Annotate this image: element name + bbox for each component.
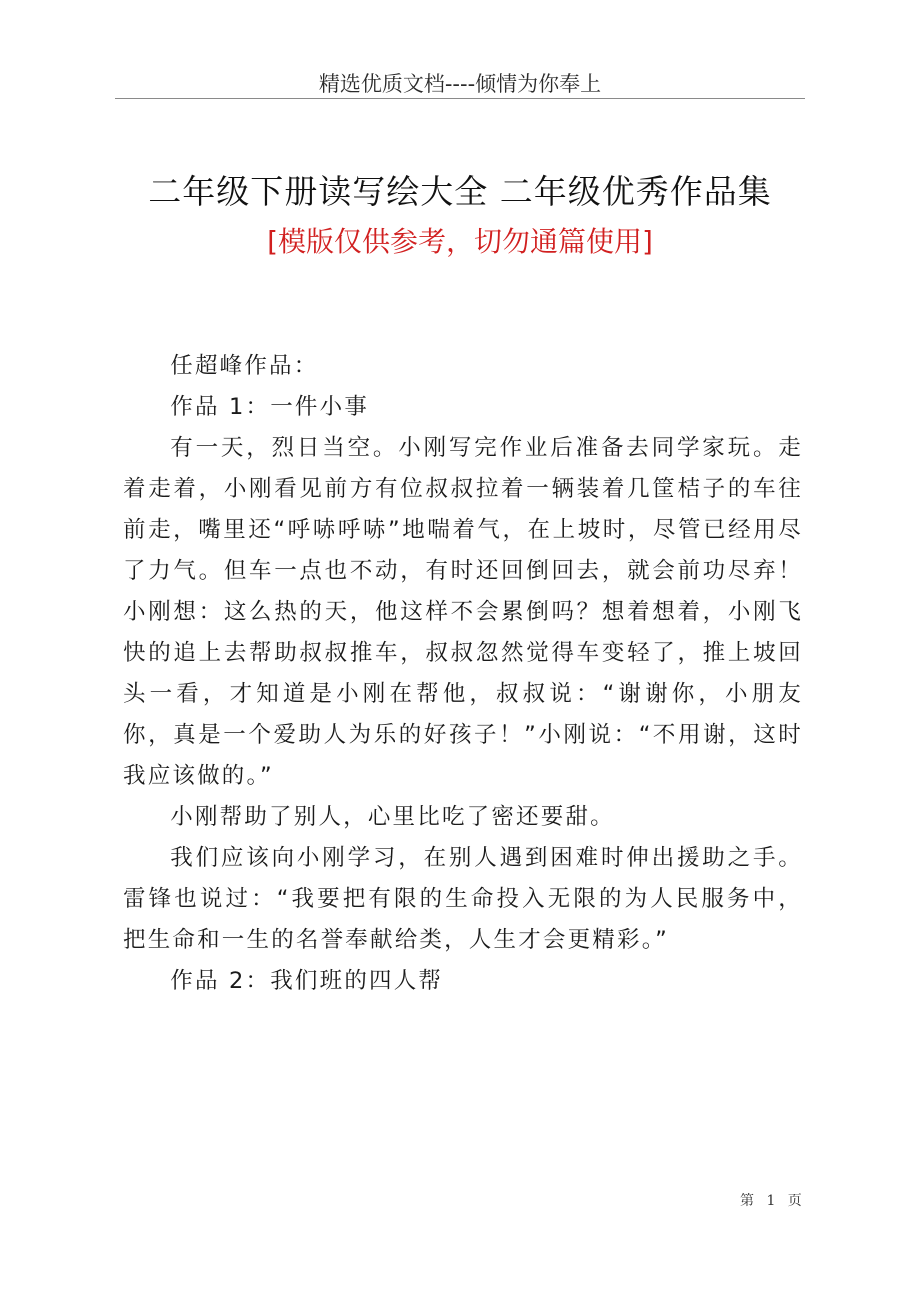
story-paragraph: 有一天，烈日当空。小刚写完作业后准备去同学家玩。走着走着，小刚看见前方有位叔叔拉着一辆装着几筐桔子的车往前走，嘴里还“呼哧呼哧”地喘着气，在上坡时，尽管已经用尽了力气。但车一点也不动，有时还回倒回去，就会前功尽弃！小刚想：这么热的天，他这样不会累倒吗？想着想着，小刚飞快的追上去帮助叔叔推车，叔叔忽然觉得车变轻了，推上坡回头一看，才知道是小刚在帮他，叔叔说：“谢谢你，小朋友你，真是一个爱助人为乐的好孩子！”小刚说：“不用谢，这时我应该做的。”	[123, 435, 803, 789]
document-body	[123, 346, 803, 1002]
story-paragraph: 小刚帮助了别人，心里比吃了密还要甜。	[170, 804, 615, 830]
work-heading-1: 作品 1：一件小事	[170, 394, 370, 420]
story-paragraph: 我们应该向小刚学习，在别人遇到困难时伸出援助之手。雷锋也说过：“我要把有限的生命投入无限的为人民服务中，把生命和一生的名誉奉献给类，人生才会更精彩。”	[123, 845, 803, 953]
page-number: 第 1 页	[740, 1193, 806, 1209]
work-heading-2: 作品 2：我们班的四人帮	[170, 968, 444, 994]
page-header: 精选优质文档----倾情为你奉上	[318, 72, 602, 96]
author-line: 任超峰作品：	[170, 353, 319, 379]
template-notice: [模版仅供参考，切勿通篇使用]	[267, 225, 653, 258]
header-divider	[115, 98, 805, 99]
document-title: 二年级下册读写绘大全 二年级优秀作品集	[148, 172, 772, 211]
